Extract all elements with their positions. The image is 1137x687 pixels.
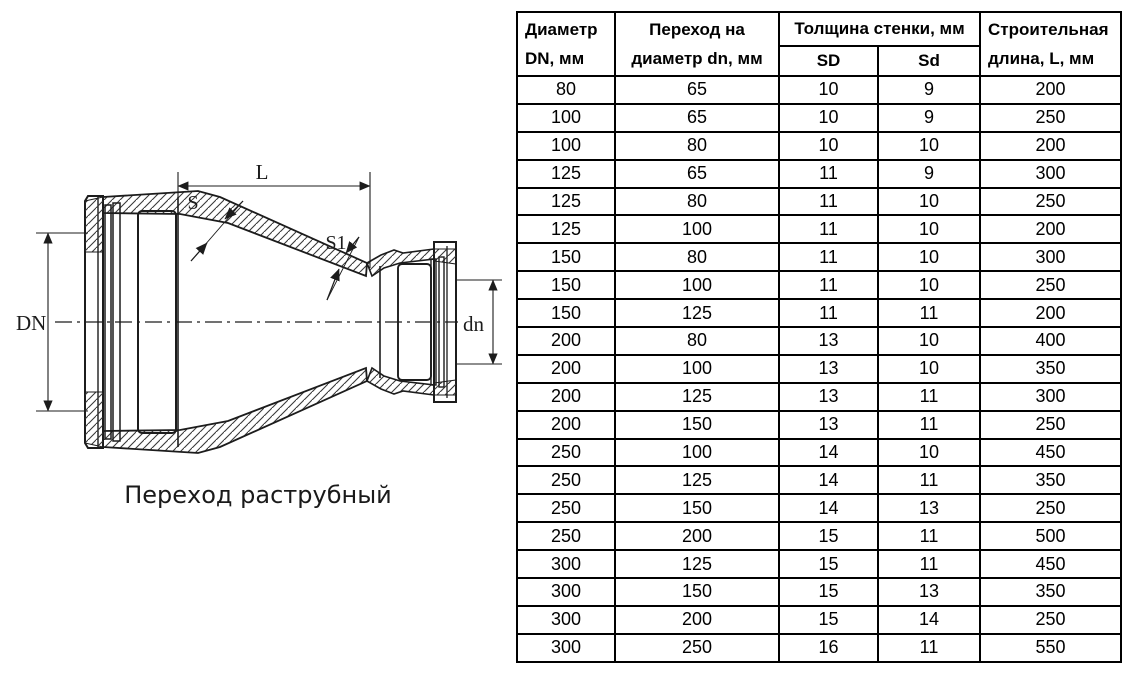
spec-cell: 80 (615, 132, 779, 160)
spec-row (517, 215, 1121, 243)
spec-cell: 125 (517, 160, 615, 188)
spec-cell: 80 (615, 188, 779, 216)
spec-row (517, 299, 1121, 327)
spec-cell: 250 (517, 439, 615, 467)
spec-cell: 10 (878, 188, 980, 216)
large-bell-bottom-wall (103, 368, 367, 453)
spec-cell: 15 (779, 522, 878, 550)
spec-row (517, 104, 1121, 132)
spec-cell: 11 (779, 188, 878, 216)
small-bell-bottom-wall (367, 368, 434, 395)
spec-cell: 450 (980, 550, 1121, 578)
spec-cell: 100 (517, 104, 615, 132)
spec-cell: 80 (615, 327, 779, 355)
spec-cell: 13 (779, 355, 878, 383)
spec-cell: 10 (878, 271, 980, 299)
spec-cell: 200 (980, 76, 1121, 104)
spec-cell: 11 (779, 299, 878, 327)
spec-cell: 125 (615, 466, 779, 494)
spec-row (517, 439, 1121, 467)
spec-cell: 15 (779, 606, 878, 634)
spec-cell: 9 (878, 104, 980, 132)
spec-row (517, 271, 1121, 299)
dim-dn-label: dn (463, 312, 484, 336)
spec-cell: 150 (517, 243, 615, 271)
spec-cell: 125 (517, 188, 615, 216)
spec-cell: 16 (779, 634, 878, 662)
spec-cell: 10 (878, 439, 980, 467)
spec-cell: 350 (980, 466, 1121, 494)
spec-row (517, 132, 1121, 160)
spec-cell: 500 (980, 522, 1121, 550)
spec-row (517, 578, 1121, 606)
spec-cell: 250 (980, 271, 1121, 299)
spec-row (517, 522, 1121, 550)
spec-row (517, 550, 1121, 578)
spec-cell: 15 (779, 550, 878, 578)
spec-row (517, 634, 1121, 662)
small-bell-top-wall (367, 249, 434, 276)
spec-cell: 350 (980, 578, 1121, 606)
spec-row (517, 76, 1121, 104)
spec-cell: 65 (615, 104, 779, 132)
spec-cell: 150 (615, 578, 779, 606)
spec-cell: 200 (517, 327, 615, 355)
spec-cell: 150 (517, 271, 615, 299)
spec-cell: 11 (878, 550, 980, 578)
spec-cell: 11 (878, 522, 980, 550)
reducer-drawing-svg (0, 0, 516, 682)
dim-S-label: S (187, 192, 199, 214)
spec-cell: 11 (878, 383, 980, 411)
spec-cell: 14 (779, 466, 878, 494)
spec-cell: 250 (980, 411, 1121, 439)
spec-cell: 200 (517, 355, 615, 383)
spec-cell: 450 (980, 439, 1121, 467)
spec-cell: 13 (779, 327, 878, 355)
spec-cell: 100 (615, 215, 779, 243)
spec-cell: 65 (615, 160, 779, 188)
spec-cell: 125 (615, 299, 779, 327)
dim-DN-label: DN (16, 311, 47, 335)
header-diameter-dn: Диаметр DN, мм (517, 12, 615, 76)
dim-L-label: L (255, 160, 269, 184)
spec-row (517, 243, 1121, 271)
spec-cell: 10 (878, 243, 980, 271)
spec-cell: 11 (779, 160, 878, 188)
spec-table-body (517, 76, 1121, 662)
spec-cell: 13 (878, 494, 980, 522)
spec-cell: 14 (779, 439, 878, 467)
spec-cell: 250 (517, 466, 615, 494)
spec-cell: 10 (779, 76, 878, 104)
spec-row (517, 355, 1121, 383)
spec-cell: 200 (980, 132, 1121, 160)
drawing-caption: Переход раструбный (124, 481, 392, 509)
spec-table-header (517, 12, 1121, 76)
spec-cell: 13 (779, 383, 878, 411)
spec-cell: 250 (517, 522, 615, 550)
spec-cell: 80 (517, 76, 615, 104)
spec-cell: 10 (779, 104, 878, 132)
header-transition-diameter: Переход на диаметр dn, мм (615, 12, 779, 76)
spec-cell: 100 (517, 132, 615, 160)
small-bell (367, 242, 456, 402)
spec-cell: 11 (878, 634, 980, 662)
spec-cell: 250 (980, 606, 1121, 634)
spec-row (517, 327, 1121, 355)
spec-cell: 200 (980, 299, 1121, 327)
spec-cell: 100 (615, 439, 779, 467)
spec-cell: 400 (980, 327, 1121, 355)
spec-cell: 11 (878, 299, 980, 327)
spec-cell: 300 (980, 243, 1121, 271)
spec-row (517, 411, 1121, 439)
spec-cell: 65 (615, 76, 779, 104)
spec-cell: 125 (615, 383, 779, 411)
header-construction-length: Строительная длина, L, мм (980, 12, 1121, 76)
spec-cell: 300 (517, 550, 615, 578)
spec-cell: 10 (878, 355, 980, 383)
spec-row (517, 383, 1121, 411)
spec-cell: 80 (615, 243, 779, 271)
spec-cell: 10 (878, 215, 980, 243)
spec-cell: 300 (517, 634, 615, 662)
spec-cell: 10 (878, 327, 980, 355)
header-Sd: Sd (878, 46, 980, 76)
spec-cell: 13 (878, 578, 980, 606)
spec-row (517, 466, 1121, 494)
spec-cell: 150 (615, 411, 779, 439)
spec-cell: 10 (779, 132, 878, 160)
spec-cell: 11 (878, 466, 980, 494)
spec-table (516, 11, 1122, 663)
spec-cell: 250 (980, 494, 1121, 522)
spec-cell: 250 (615, 634, 779, 662)
spec-cell: 125 (615, 550, 779, 578)
spec-cell: 100 (615, 355, 779, 383)
spec-cell: 250 (980, 188, 1121, 216)
spec-row (517, 494, 1121, 522)
header-wall-thickness-group: Толщина стенки, мм (779, 12, 980, 46)
spec-row (517, 188, 1121, 216)
spec-cell: 150 (517, 299, 615, 327)
spec-cell: 200 (517, 411, 615, 439)
spec-cell: 350 (980, 355, 1121, 383)
spec-cell: 125 (517, 215, 615, 243)
spec-cell: 100 (615, 271, 779, 299)
spec-cell: 150 (615, 494, 779, 522)
spec-cell: 11 (779, 215, 878, 243)
spec-cell: 11 (878, 411, 980, 439)
spec-cell: 200 (615, 522, 779, 550)
spec-cell: 10 (878, 132, 980, 160)
spec-cell: 550 (980, 634, 1121, 662)
spec-cell: 11 (779, 271, 878, 299)
spec-cell: 300 (517, 606, 615, 634)
spec-cell: 14 (878, 606, 980, 634)
header-SD: SD (779, 46, 878, 76)
spec-cell: 300 (980, 160, 1121, 188)
spec-row (517, 606, 1121, 634)
spec-cell: 200 (517, 383, 615, 411)
spec-cell: 9 (878, 160, 980, 188)
spec-cell: 300 (517, 578, 615, 606)
spec-cell: 9 (878, 76, 980, 104)
spec-cell: 300 (980, 383, 1121, 411)
spec-cell: 200 (980, 215, 1121, 243)
spec-cell: 14 (779, 494, 878, 522)
spec-cell: 250 (517, 494, 615, 522)
dim-S1-label: S1 (325, 232, 347, 254)
spec-cell: 250 (980, 104, 1121, 132)
spec-cell: 200 (615, 606, 779, 634)
spec-cell: 11 (779, 243, 878, 271)
spec-cell: 15 (779, 578, 878, 606)
spec-cell: 13 (779, 411, 878, 439)
spec-row (517, 160, 1121, 188)
reducer-drawing (0, 0, 516, 682)
